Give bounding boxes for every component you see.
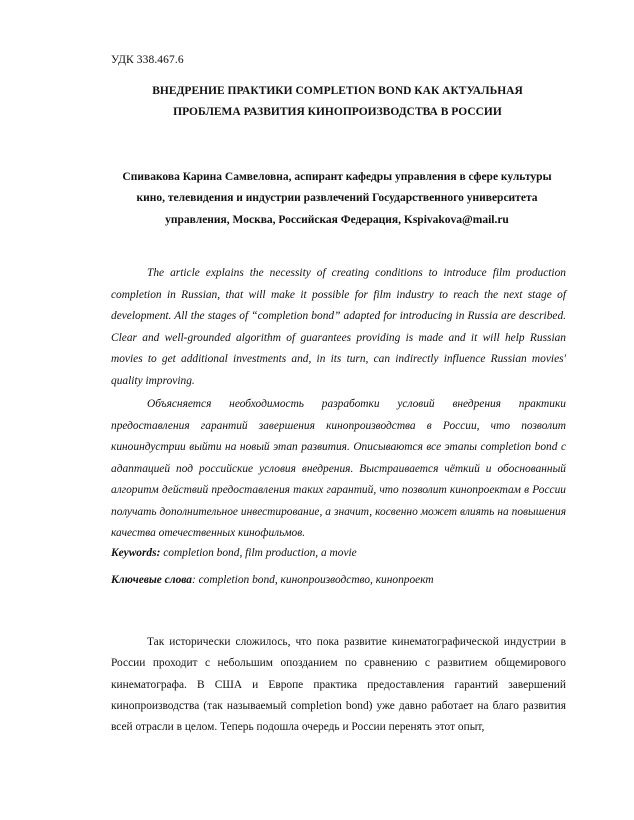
keywords-english <box>111 543 566 564</box>
title-line-1: ВНЕДРЕНИЕ ПРАКТИКИ COMPLETION BOND КАК АКТУАЛЬНАЯ <box>152 85 523 97</box>
keywords-english-label: Keywords: <box>111 547 161 559</box>
abstract-russian-text: Объясняется необходимость разработки условий внедрения практики предоставления гарантий завершения кинопроизводства в России, что позволит киноиндустрии выйти на новый этап развития. Описываются все этапы completion bond с адаптацией под российские условия внедрения. Выстраивается чёткий и обоснованный алгоритм действий предоставления таких гарантий, что позволит кинопроектам в России получать дополнительное инвестирование, а значит, косвенно может влиять на повышения качества отечественных кинофильмов. <box>111 398 566 539</box>
keywords-russian-values: : completion bond, кинопроизводство, кинопроект <box>191 574 434 586</box>
keywords-russian <box>111 570 566 591</box>
abstract-english <box>111 263 566 392</box>
author-line-2: кино, телевидения и индустрии развлечений Государственного университета <box>136 192 538 205</box>
abstract-russian <box>111 394 566 545</box>
body-section <box>111 632 566 738</box>
keywords-russian-label: Ключевые слова <box>111 574 192 586</box>
udk-code: УДК 338.467.6 <box>111 54 184 66</box>
keywords-english-values: completion bond, film production, a movie <box>160 547 357 559</box>
author-line-1: Спивакова Карина Самвеловна, аспирант кафедры управления в сфере культуры <box>122 171 552 183</box>
author-info <box>100 167 574 231</box>
article-title <box>60 81 615 123</box>
author-line-3: управления, Москва, Российская Федерация, Kspivakova@mail.ru <box>165 213 509 226</box>
body-paragraph-1: Так исторически сложилось, что пока развитие кинематографической индустрии в России проходит с небольшим опозданием по сравнению с развитием общемирового кинематографа. В США и Европе практика предоставления гарантий завершений кинопроизводства (так называемый completion bond) уже давно работает на благо развития всей отрасли в целом. Теперь подошла очередь и России перенять этот опыт, <box>111 636 566 734</box>
title-line-2: ПРОБЛЕМА РАЗВИТИЯ КИНОПРОИЗВОДСТВА В РОССИИ <box>173 106 502 118</box>
abstract-english-text: The article explains the necessity of creating conditions to introduce film production completion in Russian, that will make it possible for film industry to reach the next stage of development. All the stages of “completion bond” adapted for introducing in Russia are described. Clear and well-grounded algorithm of guarantees providing is made and it will help Russian movies to get additional investments and, in its turn, can indirectly influence Russian movies' quality improving. <box>111 267 566 387</box>
